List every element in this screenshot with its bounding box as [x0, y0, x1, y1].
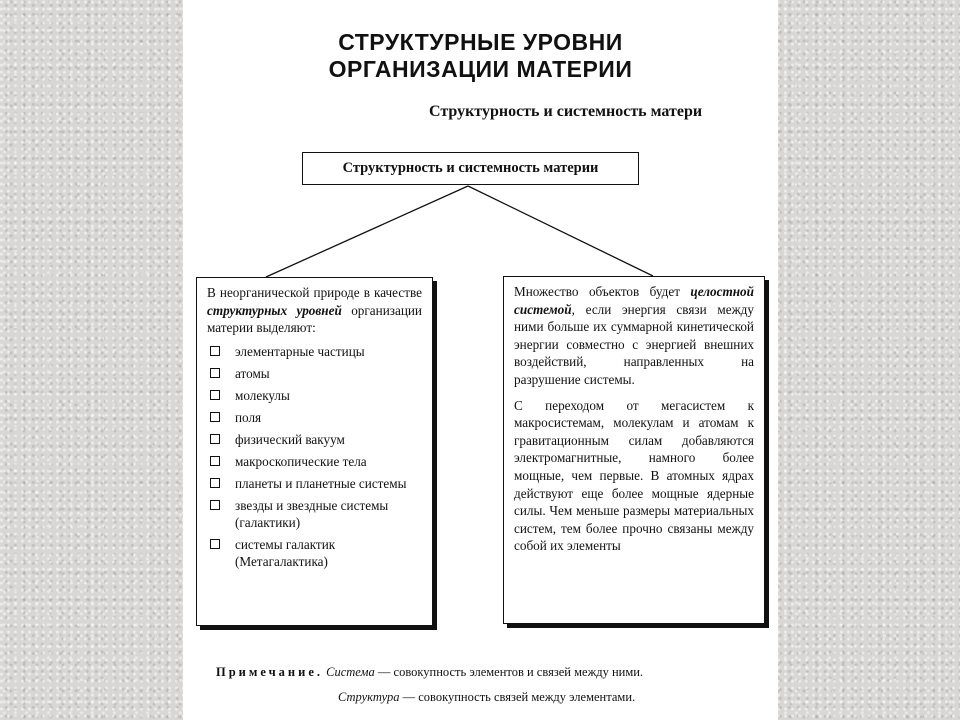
note-definition-structure: — совокупность связей между элементами.	[399, 690, 636, 704]
list-item-label: физический вакуум	[235, 431, 345, 447]
note-system	[216, 665, 643, 680]
levels-intro-text-end: организации материи выделяют:	[207, 302, 422, 336]
integral-system-definition	[514, 283, 754, 389]
checkbox-bullet-icon	[210, 390, 220, 400]
levels-intro	[207, 284, 422, 337]
diagram-root-box: Структурность и системность материи	[302, 152, 639, 185]
definition-text: Множество объектов будет	[514, 284, 691, 299]
structural-levels-box	[196, 277, 433, 626]
list-item	[207, 387, 422, 404]
checkbox-bullet-icon	[210, 368, 220, 378]
levels-intro-text: В неорганической природе в качестве	[207, 285, 422, 300]
definition-emphasis: целостной системой	[514, 284, 754, 317]
document-page	[183, 0, 778, 720]
list-item	[207, 536, 422, 570]
diagram-connectors	[183, 0, 778, 300]
list-item	[207, 409, 422, 426]
forces-paragraph: С переходом от мегасистем к макросистемам, молекулам и атомам к гравитационным силам добавляются электромагнитные, намного более мощные, чем первые. В атомных ядрах действуют еще более мощные ядерные силы. Чем меньше размеры материальных систем, тем более прочно связаны между собой их элементы	[514, 397, 754, 554]
list-item-label: планеты и планетные системы	[235, 475, 407, 491]
checkbox-bullet-icon	[210, 456, 220, 466]
heading-line-2: ОРГАНИЗАЦИИ МАТЕРИИ	[328, 56, 633, 82]
list-item	[207, 453, 422, 470]
list-item	[207, 365, 422, 382]
connector-left	[266, 186, 468, 277]
list-item	[207, 431, 422, 448]
list-item-label: элементарные частицы	[235, 343, 365, 359]
definition-text-end: , если энергия связи между ними больше их суммарной кинетической энергии совместно с энергией внешних воздействий, направленных на разрушение системы.	[514, 301, 754, 387]
note-term-structure: Структура	[338, 690, 400, 704]
checkbox-bullet-icon	[210, 500, 220, 510]
levels-intro-emphasis: структурных уровней	[207, 302, 342, 318]
checkbox-bullet-icon	[210, 434, 220, 444]
list-item	[207, 343, 422, 360]
list-item-label: молекулы	[235, 387, 290, 403]
list-item	[207, 497, 422, 531]
checkbox-bullet-icon	[210, 412, 220, 422]
list-item-label: системы галактик (Метагалактика)	[235, 536, 336, 569]
checkbox-bullet-icon	[210, 478, 220, 488]
note-structure	[338, 690, 635, 705]
integral-system-box	[503, 276, 765, 624]
checkbox-bullet-icon	[210, 346, 220, 356]
checkbox-bullet-icon	[210, 539, 220, 549]
structural-levels-list	[207, 343, 422, 570]
list-item-label: поля	[235, 409, 262, 425]
list-item	[207, 475, 422, 492]
connector-right	[468, 186, 653, 276]
list-item-label: атомы	[235, 365, 270, 381]
list-item-label: звезды и звездные системы (галактики)	[235, 497, 389, 530]
note-label: Примечание.	[216, 665, 324, 679]
note-definition-system: — совокупность элементов и связей между ними.	[374, 665, 644, 679]
note-term-system: Система	[326, 665, 375, 679]
section-title: Структурность и системность матери	[429, 103, 703, 120]
list-item-label: макроскопические тела	[235, 453, 367, 469]
heading-line-1: СТРУКТУРНЫЕ УРОВНИ	[338, 29, 623, 55]
